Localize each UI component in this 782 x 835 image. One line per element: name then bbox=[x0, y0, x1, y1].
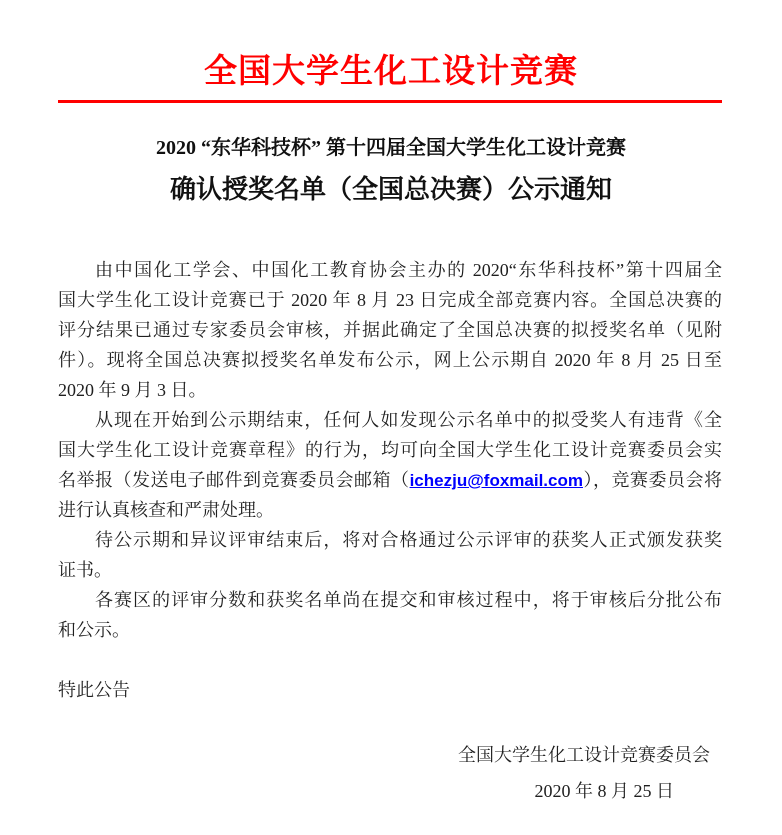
body-line: 由中国化工学会、中国化工教育协会主办的 2020“东华科技杯”第十四届全 bbox=[95, 260, 722, 280]
body-line: 件）。现将全国总决赛拟授奖名单发布公示，网上公示期自 2020 年 8 月 25 日至 bbox=[58, 350, 722, 370]
body-line: 从现在开始到公示期结束，任何人如发现公示名单中的拟受奖人有违背《全 bbox=[95, 410, 722, 430]
body-line: 国大学生化工设计竞赛已于 2020 年 8 月 23 日完成全部竞赛内容。全国总决赛的 bbox=[58, 290, 722, 310]
email-link[interactable]: ichezju@foxmail.com bbox=[409, 471, 583, 490]
notice-body bbox=[58, 255, 722, 645]
closing-statement: 特此公告 bbox=[58, 680, 130, 700]
body-line: 证书。 bbox=[58, 560, 112, 580]
body-line: 评分结果已通过专家委员会审核，并据此确定了全国总决赛的拟授奖名单（见附 bbox=[58, 320, 722, 340]
document-title: 全国大学生化工设计竞赛 bbox=[204, 52, 578, 89]
line-text: ），竞赛委员会将 bbox=[582, 470, 723, 490]
signature-committee: 全国大学生化工设计竞赛委员会 bbox=[458, 745, 710, 765]
body-line: 国大学生化工设计竞赛章程》的行为，均可向全国大学生化工设计竞赛委员会实 bbox=[58, 440, 722, 460]
line-text: 名举报（发送电子邮件到竞赛委员会邮箱（ bbox=[58, 470, 410, 490]
body-line: 进行认真核查和严肃处理。 bbox=[58, 500, 274, 520]
competition-subtitle: 2020 “东华科技杯” 第十四届全国大学生化工设计竞赛 bbox=[156, 137, 626, 159]
notice-heading: 确认授奖名单（全国总决赛）公示通知 bbox=[169, 175, 612, 204]
signature-date: 2020 年 8 月 25 日 bbox=[534, 781, 674, 801]
body-line: 待公示期和异议评审结束后，将对合格通过公示评审的获奖人正式颁发获奖 bbox=[95, 530, 722, 550]
body-line: 和公示。 bbox=[58, 620, 130, 640]
title-divider-line bbox=[58, 100, 722, 103]
body-line: 各赛区的评审分数和获奖名单尚在提交和审核过程中，将于审核后分批公布 bbox=[95, 590, 722, 610]
body-line-with-email bbox=[58, 465, 722, 495]
body-line: 2020 年 9 月 3 日。 bbox=[58, 380, 207, 400]
